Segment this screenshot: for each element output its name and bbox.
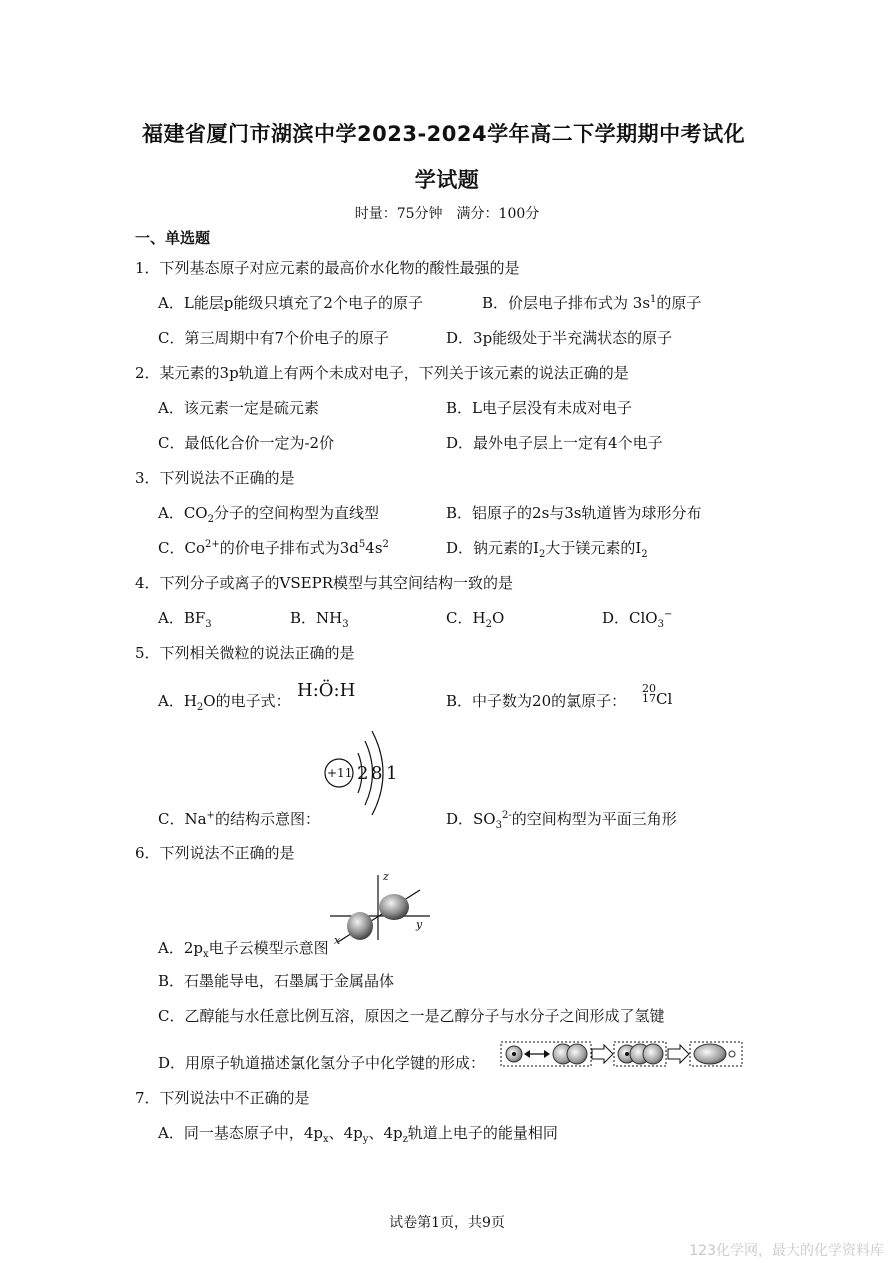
axis-x-label: x: [334, 934, 341, 947]
q4-option-a: A．$BF_3$: [158, 609, 212, 630]
q2-option-b: B．L电子层没有未成对电子: [446, 399, 632, 417]
orbital-lobe-back: [379, 894, 409, 920]
q1-stem: 1．下列基态原子对应元素的最高价水化物的酸性最强的是: [135, 259, 520, 277]
shell-electrons-3: 1: [386, 763, 398, 784]
page-footer: 试卷第1页，共9页: [389, 1215, 505, 1231]
nucleus-charge: +11: [327, 766, 353, 780]
hcl-orbital-overlap-diagram: [500, 1040, 745, 1068]
water-electron-formula: H:Ö:H: [297, 680, 356, 701]
q6-option-b: B．石墨能导电，石墨属于金属晶体: [158, 972, 395, 990]
section-heading: 一、单选题: [135, 229, 211, 247]
q4-option-c: C．$H_2O$: [446, 609, 505, 630]
q5-option-b: B．中子数为20的氯原子：: [446, 692, 627, 710]
q1-option-b: B．价层电子排布式为 $3s^1$的原子: [482, 294, 702, 312]
q5-option-c: C．Na+的结构示意图：: [158, 810, 320, 828]
arrow-2: [668, 1045, 689, 1063]
q1-option-a: A．L能层p能级只填充了2个电子的原子: [158, 294, 423, 312]
q5-option-d: D．$SO_3^{2-}$的空间构型为平面三角形: [446, 810, 677, 831]
watermark: 123化学网，最大的化学资料库: [689, 1243, 884, 1259]
q6-stem: 6．下列说法不正确的是: [135, 844, 295, 862]
q4-stem: 4．下列分子或离子的VSEPR模型与其空间结构一致的是: [135, 574, 513, 592]
shell-electrons-1: 2: [357, 763, 369, 784]
sigma-bond-shape: [694, 1044, 726, 1064]
q4-option-b: B．$NH_3$: [290, 609, 349, 630]
q2-option-a: A．该元素一定是硫元素: [158, 399, 319, 417]
q3-option-d: D．钠元素的$I_2$大于镁元素的$I_2$: [446, 539, 648, 560]
q3-option-a: A．$CO_2$分子的空间构型为直线型: [158, 504, 379, 525]
title-line-2: 学试题: [414, 168, 480, 192]
title-line-1: 福建省厦门市湖滨中学2023-2024学年高二下学期期中考试化: [142, 122, 746, 146]
arrow-1: [592, 1045, 613, 1063]
q6-option-a: A．$2p_x$电子云模型示意图: [158, 939, 329, 960]
q7-stem: 7．下列说法中不正确的是: [135, 1089, 310, 1107]
q5-stem: 5．下列相关微粒的说法正确的是: [135, 644, 355, 662]
q4-option-d: D．ClO$_3$−: [602, 609, 673, 630]
chlorine-symbol: Cl: [656, 690, 673, 708]
q2-option-d: D．最外电子层上一定有4个电子: [446, 434, 663, 452]
q2-option-c: C．最低化合价一定为-2价: [158, 434, 335, 452]
q3-stem: 3．下列说法不正确的是: [135, 469, 295, 487]
q2-stem: 2．某元素的3p轨道上有两个未成对电子，下列关于该元素的说法正确的是: [135, 364, 629, 382]
q3-option-b: B．铝原子的2s与3s轨道皆为球形分布: [446, 504, 702, 522]
axis-y-label: y: [416, 918, 423, 931]
orbital-lobe-front: [347, 912, 373, 940]
axis-z-label: z: [383, 870, 389, 883]
shell-electrons-2: 8: [371, 763, 383, 784]
chlorine-isotope-numbers: 20 17: [642, 682, 656, 705]
q3-option-c: C．$Co^{2+}$的价电子排布式为$3d^54s^2$: [158, 539, 389, 557]
exam-meta: 时量：75分钟 满分：100分: [354, 206, 540, 222]
q5-option-a: A．$H_2O$的电子式：: [158, 692, 291, 713]
q6-option-c: C．乙醇能与水任意比例互溶，原因之一是乙醇分子与水分子之间形成了氢键: [158, 1007, 665, 1025]
cl-p-lobe-right: [567, 1044, 587, 1064]
q1-option-c: C．第三周期中有7个价电子的原子: [158, 329, 390, 347]
q6-option-d: D．用原子轨道描述氯化氢分子中化学键的形成：: [158, 1054, 486, 1072]
q1-option-d: D．3p能级处于半充满状态的原子: [446, 329, 673, 347]
q7-option-a: A．同一基态原子中，$4p_x$、$4p_y$、$4p_z$轨道上电子的能量相同: [158, 1124, 558, 1145]
